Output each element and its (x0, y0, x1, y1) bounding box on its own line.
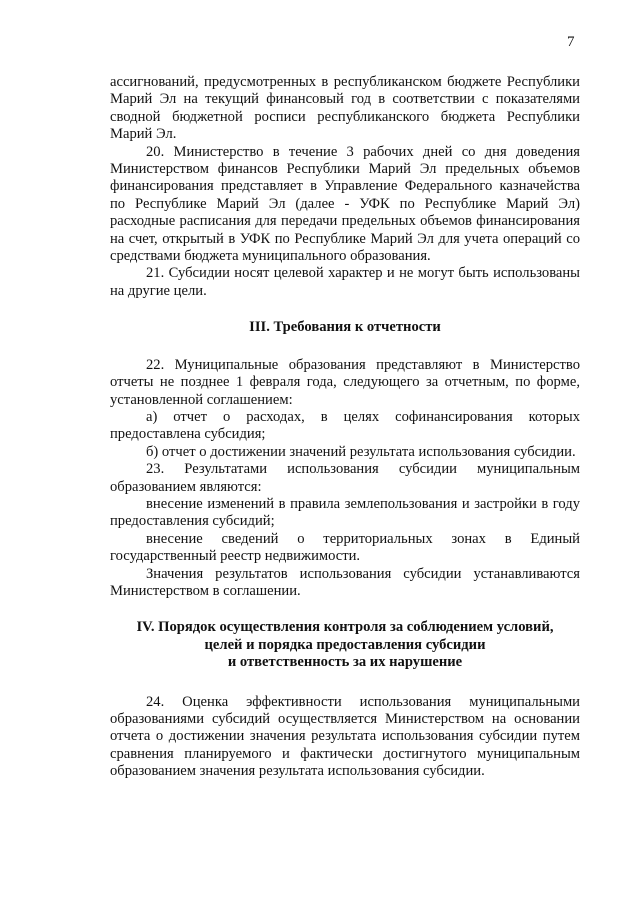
section-4-heading (110, 619, 580, 671)
section-4-heading-line-1: IV. Порядок осуществления контроля за соблюдением условий, (136, 619, 554, 636)
paragraph-23: 23. Результатами использования субсидии муниципальным образованием являются: (110, 461, 580, 495)
paragraph-20: 20. Министерство в течение 3 рабочих дней со дня доведения Министерством финансов Республики Марий Эл предельных объемов финансирования представляет в Управление Федерального казначейства по Республике Марий Эл (далее - УФК по Республике Марий Эл) расходные расписания для передачи предельных объемов финансирования на счет, открытый в УФК по Республике Марий Эл для учета операций со средствами бюджета муниципального образования. (110, 143, 580, 265)
paragraph-21: 21. Субсидии носят целевой характер и не могут быть использованы на другие цели. (110, 265, 580, 299)
page-number: 7 (567, 34, 575, 50)
paragraph-22: 22. Муниципальные образования представляют в Министерство отчеты не позднее 1 февраля года, следующего за отчетным, по форме, установленной соглашением: (110, 356, 580, 408)
section-4-heading-line-3: и ответственность за их нарушение (227, 654, 463, 671)
paragraph-continuation: ассигнований, предусмотренных в республиканском бюджете Республики Марий Эл на текущий финансовый год в соответствии с показателями сводной бюджетной росписи республиканского бюджета Республики Марий Эл. (110, 74, 580, 143)
document-body (110, 74, 580, 781)
section-3-heading: III. Требования к отчетности (249, 319, 441, 336)
paragraph-23-item-2: внесение сведений о территориальных зонах в Единый государственный реестр недвижимости. (110, 530, 580, 565)
paragraph-22-b: б) отчет о достижении значений результата использования субсидии. (146, 443, 576, 460)
paragraph-22-a: а) отчет о расходах, в целях софинансирования которых предоставлена субсидия; (110, 408, 580, 443)
paragraph-23-item-1: внесение изменений в правила землепользования и застройки в году предоставления субсидий; (110, 495, 580, 530)
section-4-heading-line-2: целей и порядка предоставления субсидии (204, 636, 486, 653)
paragraph-24: 24. Оценка эффективности использования муниципальными образованиями субсидий осуществляется Министерством на основании отчета о достижении значения результата использования субсидии путем сравнения планируемого и фактически достигнутого муниципальным образованием значения результата использования субсидии. (110, 693, 580, 780)
paragraph-23-values: Значения результатов использования субсидии устанавливаются Министерством в соглашении. (110, 565, 580, 599)
